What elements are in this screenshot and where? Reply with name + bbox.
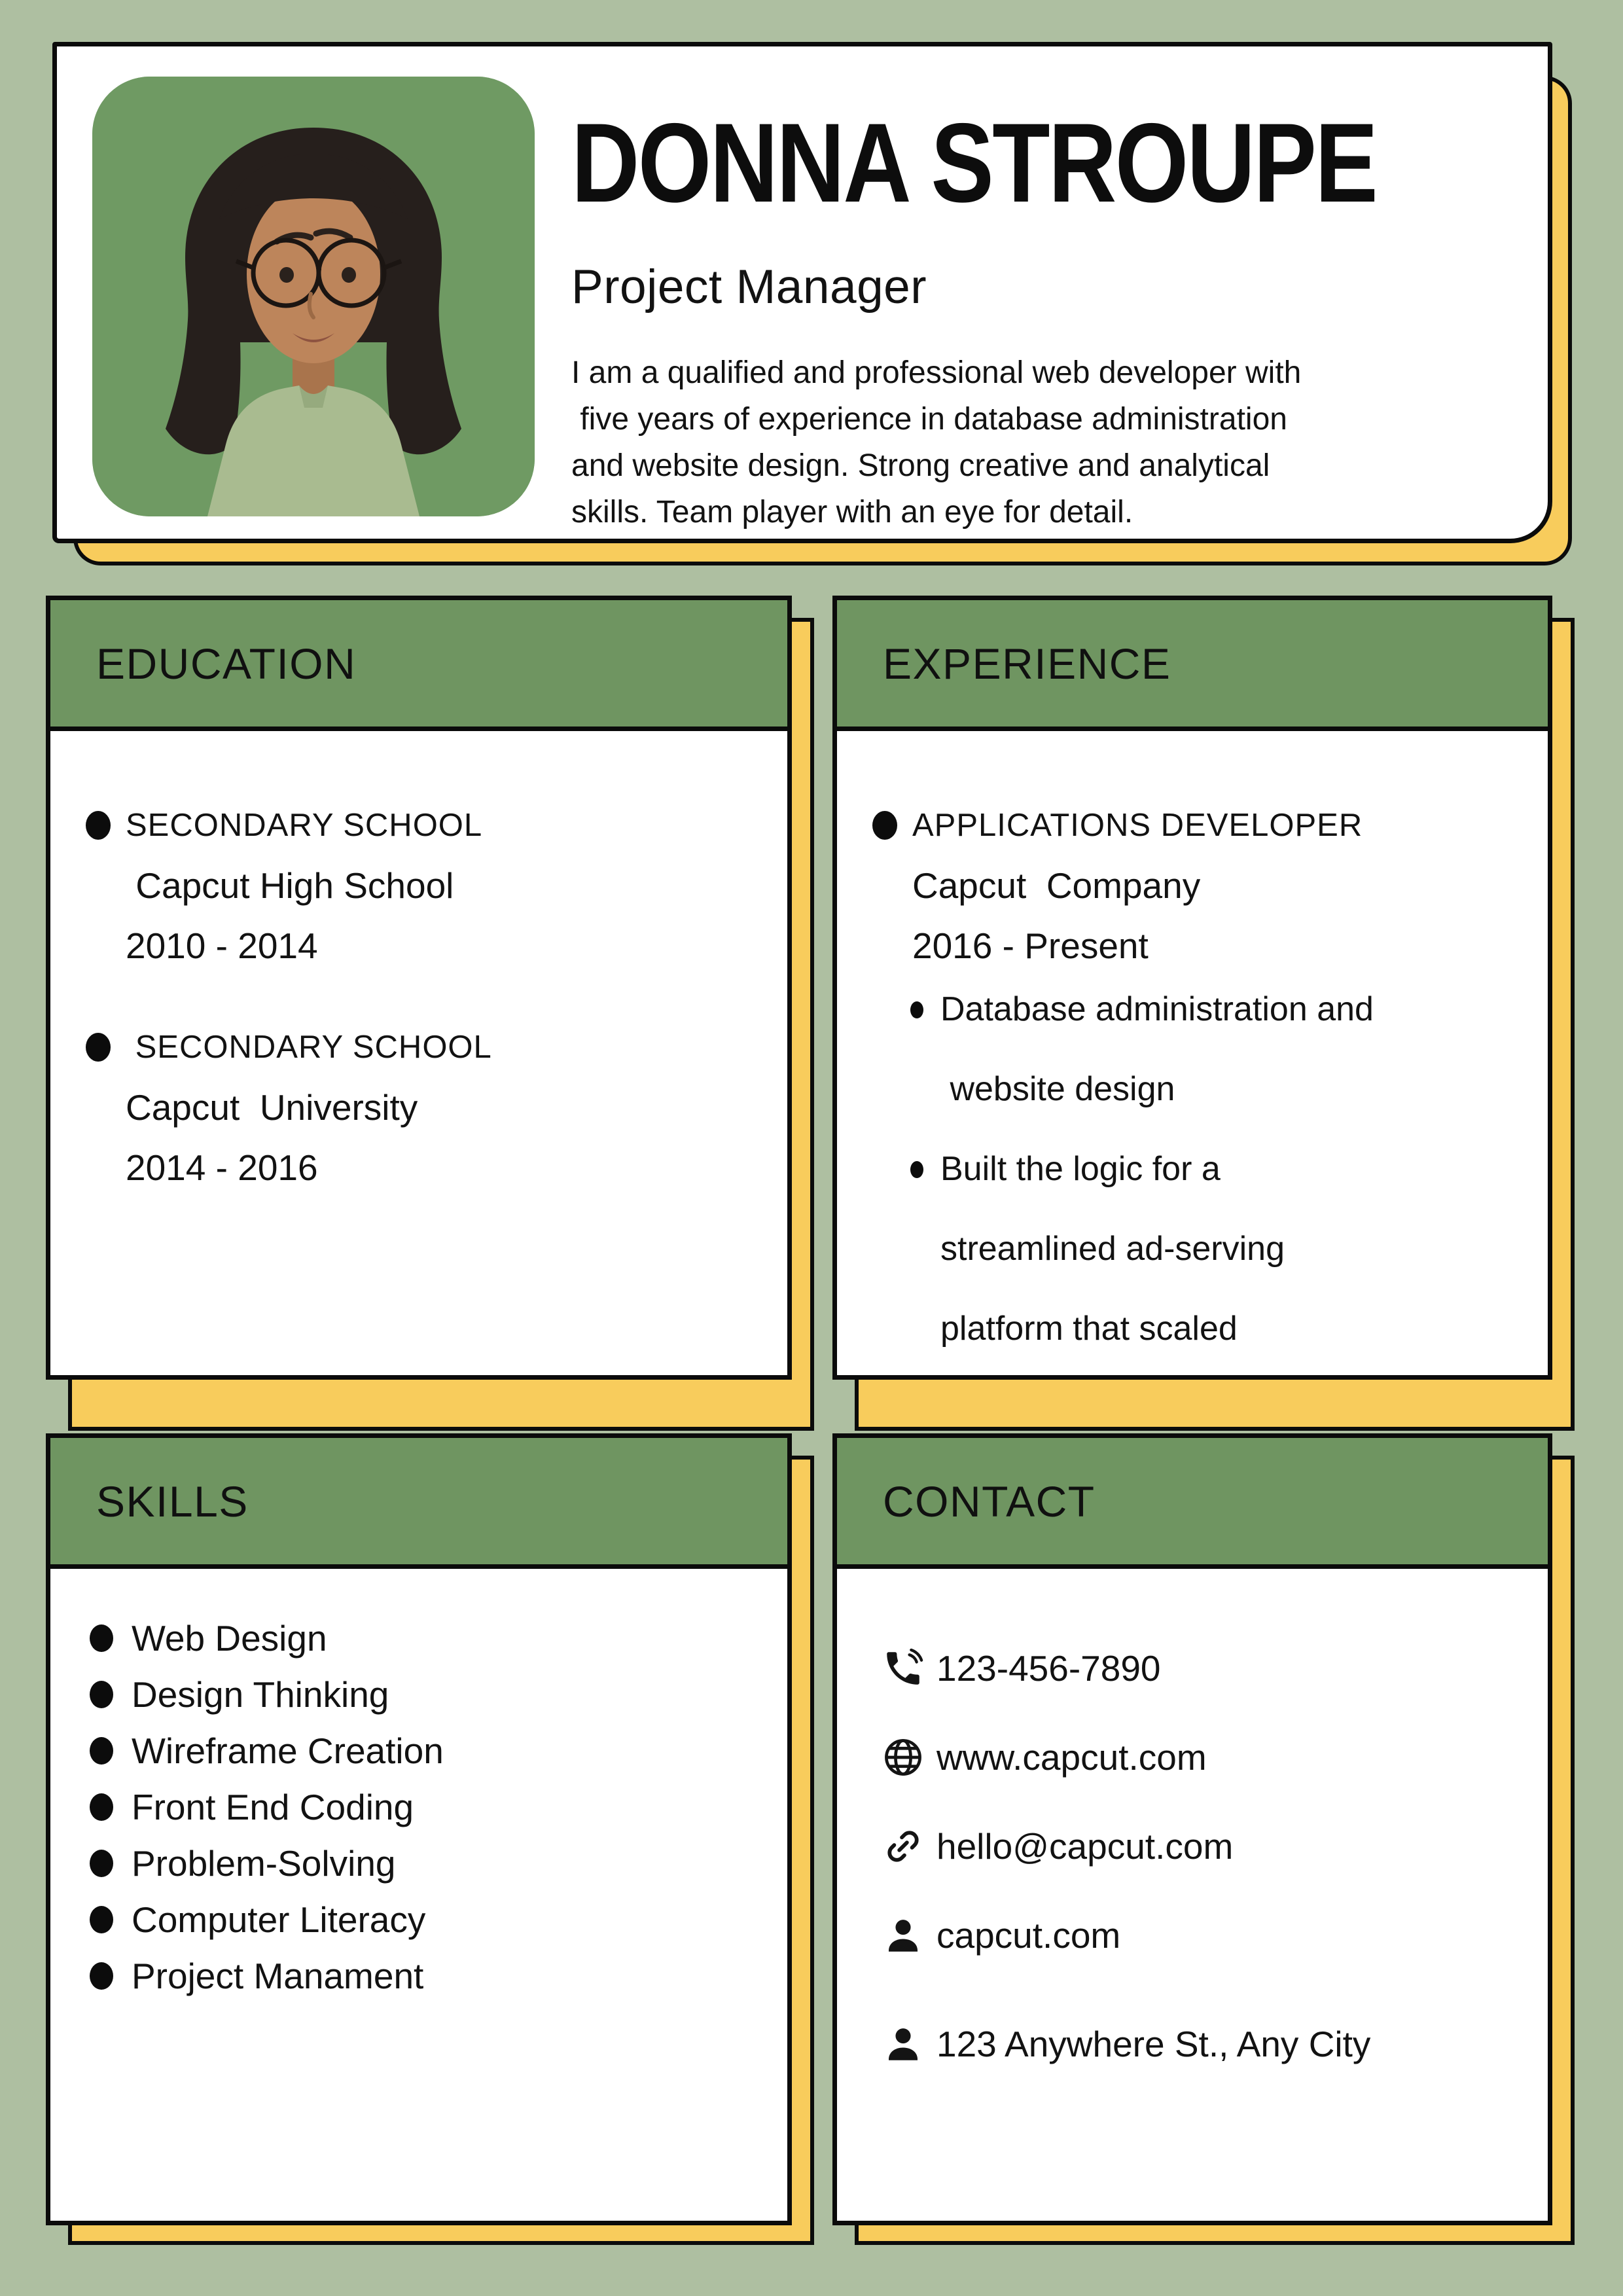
bullet-icon xyxy=(872,811,897,840)
skills-card xyxy=(46,1433,792,2225)
skills-header xyxy=(50,1438,787,1569)
bullet-icon xyxy=(90,1962,113,1990)
header-text-block xyxy=(571,100,1566,535)
contact-item-phone xyxy=(882,1642,1528,1695)
sub-bullet-icon xyxy=(910,1001,923,1018)
sub-bullet-icon xyxy=(910,1161,923,1178)
education-title: EDUCATION xyxy=(96,639,357,688)
education-header xyxy=(50,600,787,731)
highlights-list xyxy=(940,969,1374,1369)
skill-item: Wireframe Creation xyxy=(90,1731,768,1770)
bio-line: skills. Team player with an eye for detail. xyxy=(571,495,1133,529)
experience-card xyxy=(832,596,1552,1380)
contact-card xyxy=(832,1433,1552,2225)
contact-title: CONTACT xyxy=(883,1477,1096,1526)
bio-paragraph xyxy=(571,350,1566,535)
bullet-icon xyxy=(90,1737,113,1765)
street-address: 123 Anywhere St., Any City xyxy=(936,2024,1371,2064)
bullet-icon xyxy=(90,1681,113,1708)
bullet-icon xyxy=(86,1033,111,1062)
education-body xyxy=(50,731,787,1198)
highlight-line: website design xyxy=(940,1070,1175,1108)
highlight-item xyxy=(940,969,1374,1129)
highlight-line: platform that scaled xyxy=(940,1310,1238,1348)
profile-url: capcut.com xyxy=(936,1915,1121,1956)
skill-item: Front End Coding xyxy=(90,1787,768,1827)
company: Capcut Company xyxy=(912,865,1201,906)
skill-item: Project Manament xyxy=(90,1956,768,1996)
user-icon xyxy=(882,2022,925,2066)
globe-icon xyxy=(882,1736,925,1779)
contact-item-profile xyxy=(882,1909,1528,1962)
link-icon xyxy=(882,1825,925,1868)
bio-line: five years of experience in database administration xyxy=(571,402,1287,437)
degree: SECONDARY SCHOOL xyxy=(126,1030,492,1065)
bullet-icon xyxy=(90,1793,113,1821)
contact-header xyxy=(837,1438,1548,1569)
bio-line: and website design. Strong creative and analytical xyxy=(571,448,1270,483)
bullet-icon xyxy=(90,1850,113,1877)
experience-body xyxy=(837,731,1548,1369)
role: APPLICATIONS DEVELOPER xyxy=(912,808,1363,843)
bullet-icon xyxy=(90,1906,113,1933)
dates: 2016 - Present xyxy=(912,925,1149,966)
highlight-line: Database administration and xyxy=(940,990,1374,1028)
skills-body xyxy=(50,1569,787,1996)
website-url: www.capcut.com xyxy=(936,1737,1207,1778)
contact-item-email xyxy=(882,1820,1528,1873)
school: Capcut High School xyxy=(126,865,454,906)
school: Capcut University xyxy=(126,1087,418,1128)
experience-header xyxy=(837,600,1548,731)
experience-entry xyxy=(872,795,1522,1369)
portrait-illustration xyxy=(92,77,535,516)
email-address: hello@capcut.com xyxy=(936,1826,1234,1867)
person-name: DONNA STROUPE xyxy=(571,100,1377,226)
bullet-icon xyxy=(90,1624,113,1652)
skill-item: Problem-Solving xyxy=(90,1844,768,1883)
dates: 2014 - 2016 xyxy=(126,1147,318,1188)
dates: 2010 - 2014 xyxy=(126,925,318,966)
phone-icon xyxy=(882,1647,925,1690)
education-entry xyxy=(86,1017,761,1198)
highlight-line: Built the logic for a xyxy=(940,1150,1221,1188)
education-entry xyxy=(86,795,761,976)
degree: SECONDARY SCHOOL xyxy=(126,808,483,843)
experience-title: EXPERIENCE xyxy=(883,639,1171,688)
highlight-line: streamlined ad-serving xyxy=(940,1230,1285,1268)
profile-photo xyxy=(92,77,535,516)
skills-title: SKILLS xyxy=(96,1477,249,1526)
job-title: Project Manager xyxy=(571,260,927,314)
skill-item: Computer Literacy xyxy=(90,1900,768,1939)
contact-item-website xyxy=(882,1731,1528,1784)
skill-item: Design Thinking xyxy=(90,1675,768,1714)
phone-number: 123-456-7890 xyxy=(936,1648,1161,1689)
header-card xyxy=(52,42,1552,543)
bullet-icon xyxy=(86,811,111,840)
user-icon xyxy=(882,1914,925,1957)
skill-item: Web Design xyxy=(90,1619,768,1658)
bio-line: I am a qualified and professional web developer with xyxy=(571,355,1302,390)
contact-body xyxy=(837,1569,1548,2070)
education-card xyxy=(46,596,792,1380)
highlight-item xyxy=(940,1129,1374,1369)
contact-item-address xyxy=(882,2018,1528,2070)
